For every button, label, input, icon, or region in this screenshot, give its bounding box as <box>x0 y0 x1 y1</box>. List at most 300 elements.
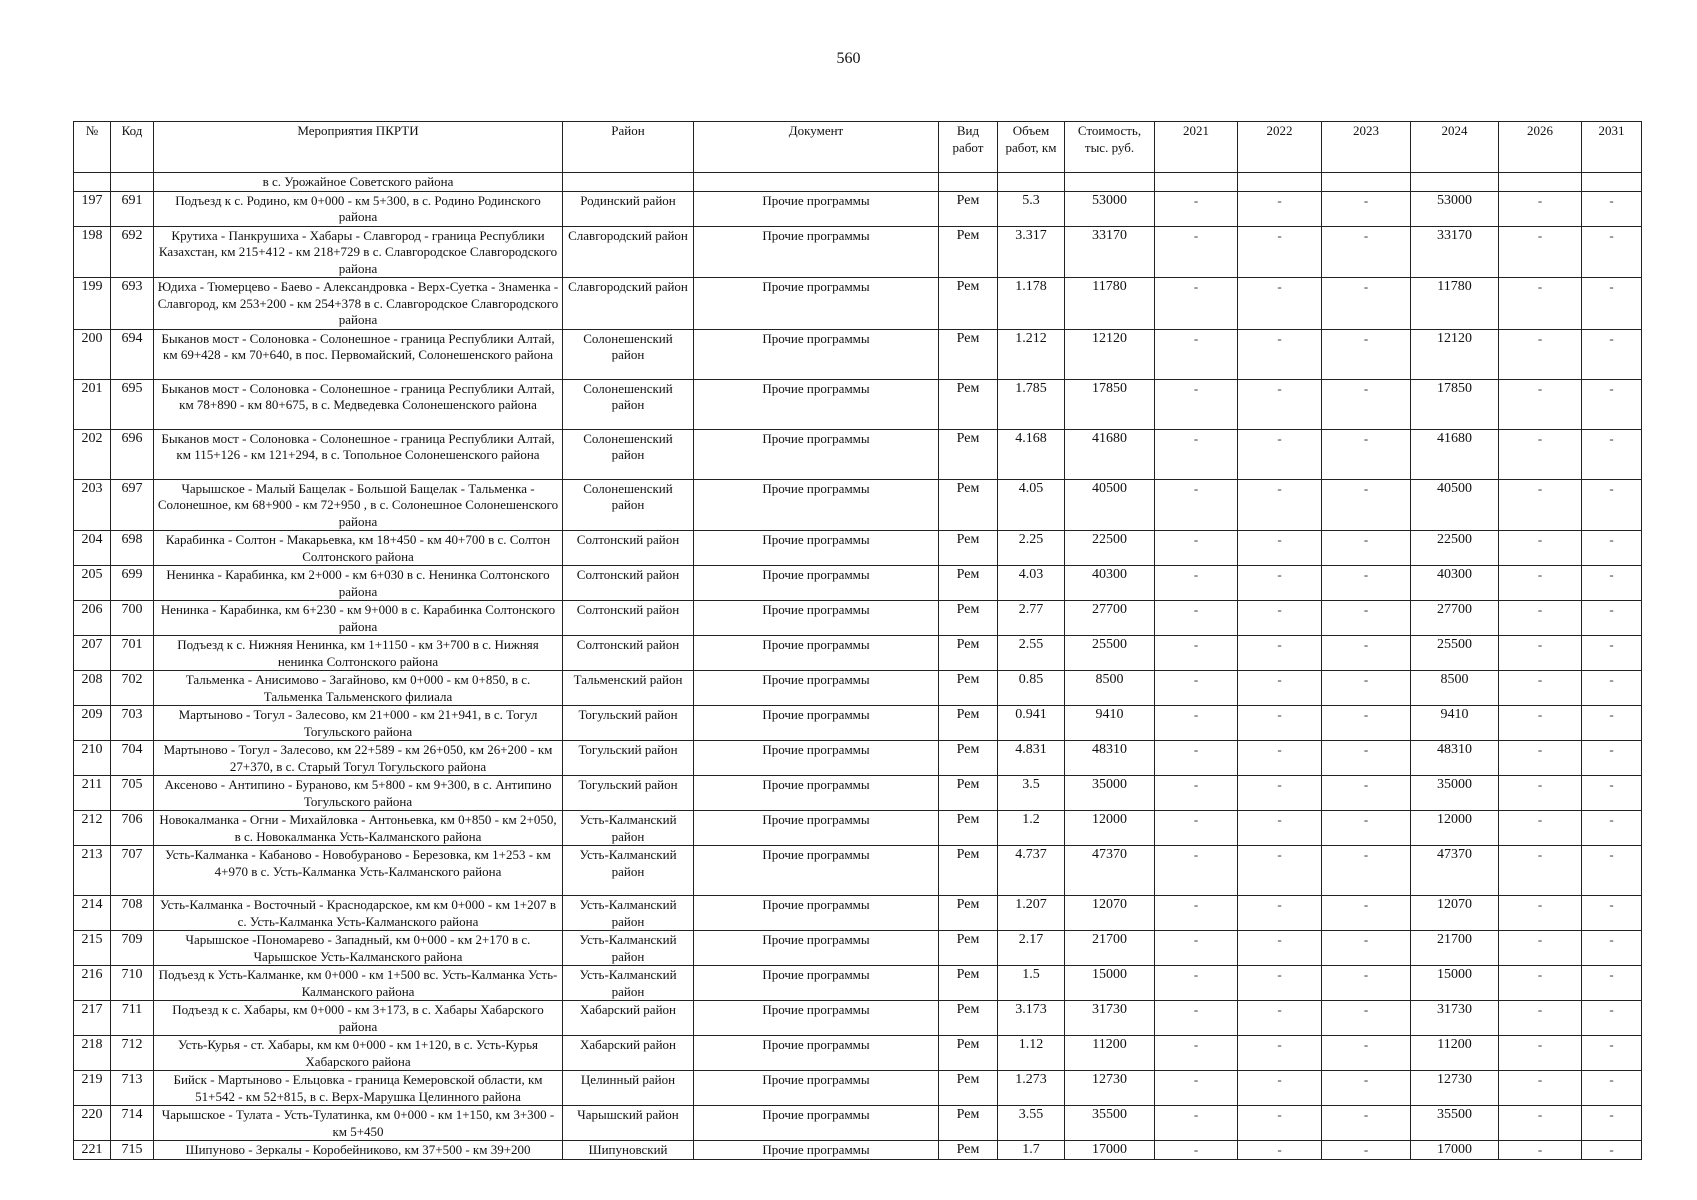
row-district: Солтонский район <box>563 531 694 566</box>
row-document: Прочие программы <box>694 846 939 896</box>
pkrti-table <box>73 121 1642 1160</box>
row-2026: - <box>1499 776 1582 811</box>
row-code: 695 <box>111 379 154 429</box>
row-2024: 11200 <box>1411 1036 1499 1071</box>
row-2031: - <box>1582 931 1642 966</box>
row-2031: - <box>1582 531 1642 566</box>
row-2031: - <box>1582 191 1642 226</box>
row-2022: - <box>1238 379 1322 429</box>
row-code: 699 <box>111 566 154 601</box>
table-row <box>74 479 1642 531</box>
row-2023: - <box>1322 566 1411 601</box>
row-2021: - <box>1155 1071 1238 1106</box>
header-code: Код <box>111 122 154 173</box>
row-number: 201 <box>74 379 111 429</box>
row-cost: 12000 <box>1065 811 1155 846</box>
table-row <box>74 1141 1642 1160</box>
row-district: Солонешенский район <box>563 429 694 479</box>
row-number: 205 <box>74 566 111 601</box>
row-code: 696 <box>111 429 154 479</box>
row-document: Прочие программы <box>694 741 939 776</box>
row-2023: - <box>1322 776 1411 811</box>
table-row <box>74 811 1642 846</box>
row-district: Усть-Калманский район <box>563 846 694 896</box>
row-2022: - <box>1238 226 1322 278</box>
row-volume: 3.55 <box>998 1106 1065 1141</box>
row-2026: - <box>1499 191 1582 226</box>
row-measure: Крутиха - Панкрушиха - Хабары - Славгород - граница Республики Казахстан, км 215+412 - км 218+729 в с. Славгородское Славгородского района <box>154 226 563 278</box>
row-2026: - <box>1499 931 1582 966</box>
row-number: 217 <box>74 1001 111 1036</box>
row-2022: - <box>1238 1036 1322 1071</box>
row-work-type: Рем <box>939 811 998 846</box>
row-measure: Чарышское - Тулата - Усть-Тулатинка, км 0+000 - км 1+150, км 3+300 - км 5+450 <box>154 1106 563 1141</box>
row-2022: - <box>1238 741 1322 776</box>
row-volume: 1.12 <box>998 1036 1065 1071</box>
row-2021: - <box>1155 846 1238 896</box>
row-volume: 2.25 <box>998 531 1065 566</box>
row-district: Усть-Калманский район <box>563 811 694 846</box>
row-district: Усть-Калманский район <box>563 931 694 966</box>
row-work-type: Рем <box>939 706 998 741</box>
row-measure: Подъезд к Усть-Калманке, км 0+000 - км 1+500 вс. Усть-Калманка Усть-Калманского района <box>154 966 563 1001</box>
row-2021: - <box>1155 226 1238 278</box>
row-district: Хабарский район <box>563 1036 694 1071</box>
row-work-type: Рем <box>939 479 998 531</box>
row-measure: Тальменка - Анисимово - Загайново, км 0+000 - км 0+850, в с. Тальменка Тальменского филиала <box>154 671 563 706</box>
row-code: 697 <box>111 479 154 531</box>
row-volume: 2.55 <box>998 636 1065 671</box>
header-2022: 2022 <box>1238 122 1322 173</box>
row-volume: 1.273 <box>998 1071 1065 1106</box>
row-cost: 8500 <box>1065 671 1155 706</box>
row-document: Прочие программы <box>694 1106 939 1141</box>
table-row <box>74 1036 1642 1071</box>
row-number: 216 <box>74 966 111 1001</box>
row-cost: 17850 <box>1065 379 1155 429</box>
row-code: 698 <box>111 531 154 566</box>
row-district: Тогульский район <box>563 741 694 776</box>
row-number: 212 <box>74 811 111 846</box>
row-2022: - <box>1238 1106 1322 1141</box>
row-measure: Усть-Калманка - Восточный - Краснодарское, км км 0+000 - км 1+207 в с. Усть-Калманка Усть-Калманского района <box>154 896 563 931</box>
row-2026: - <box>1499 479 1582 531</box>
row-district: Целинный район <box>563 1071 694 1106</box>
row-document: Прочие программы <box>694 811 939 846</box>
row-cost: 12730 <box>1065 1071 1155 1106</box>
row-district: Солтонский район <box>563 636 694 671</box>
row-district: Тальменский район <box>563 671 694 706</box>
table-header-row <box>74 122 1642 173</box>
row-2031: - <box>1582 811 1642 846</box>
row-2024: 12000 <box>1411 811 1499 846</box>
row-2031: - <box>1582 278 1642 330</box>
row-number: 206 <box>74 601 111 636</box>
table-row <box>74 429 1642 479</box>
row-measure: Карабинка - Солтон - Макарьевка, км 18+450 - км 40+700 в с. Солтон Солтонского района <box>154 531 563 566</box>
row-volume: 1.5 <box>998 966 1065 1001</box>
row-code: 709 <box>111 931 154 966</box>
row-2021: - <box>1155 329 1238 379</box>
row-2023: - <box>1322 379 1411 429</box>
row-2024: 17850 <box>1411 379 1499 429</box>
row-2031: - <box>1582 896 1642 931</box>
row-district: Солтонский район <box>563 601 694 636</box>
row-cost: 12070 <box>1065 896 1155 931</box>
row-volume: 0.85 <box>998 671 1065 706</box>
row-number: 215 <box>74 931 111 966</box>
table-row <box>74 931 1642 966</box>
row-2026: - <box>1499 329 1582 379</box>
table-row <box>74 226 1642 278</box>
table-row <box>74 671 1642 706</box>
row-2023: - <box>1322 429 1411 479</box>
row-work-type: Рем <box>939 1036 998 1071</box>
row-work-type: Рем <box>939 1001 998 1036</box>
row-measure: Ненинка - Карабинка, км 2+000 - км 6+030 в с. Ненинка Солтонского района <box>154 566 563 601</box>
row-measure: Юдиха - Тюмерцево - Баево - Александровка - Верх-Суетка - Знаменка - Славгород, км 253+200 - км 254+378 в с. Славгородское Славгородского района <box>154 278 563 330</box>
row-2024: 12730 <box>1411 1071 1499 1106</box>
row-2031: - <box>1582 671 1642 706</box>
row-code: 713 <box>111 1071 154 1106</box>
row-district: Хабарский район <box>563 1001 694 1036</box>
row-2026: - <box>1499 531 1582 566</box>
row-district: Усть-Калманский район <box>563 966 694 1001</box>
row-2021: - <box>1155 776 1238 811</box>
row-number: 204 <box>74 531 111 566</box>
row-2021: - <box>1155 1106 1238 1141</box>
row-2026: - <box>1499 278 1582 330</box>
row-2022: - <box>1238 601 1322 636</box>
row-code: 714 <box>111 1106 154 1141</box>
row-number: 220 <box>74 1106 111 1141</box>
continuation-text: в с. Урожайное Советского района <box>154 173 563 192</box>
row-2024: 35000 <box>1411 776 1499 811</box>
header-2023: 2023 <box>1322 122 1411 173</box>
row-district: Солонешенский район <box>563 479 694 531</box>
row-2031: - <box>1582 601 1642 636</box>
row-2031: - <box>1582 379 1642 429</box>
row-code: 703 <box>111 706 154 741</box>
header-document: Документ <box>694 122 939 173</box>
row-work-type: Рем <box>939 601 998 636</box>
row-number: 207 <box>74 636 111 671</box>
row-number: 199 <box>74 278 111 330</box>
row-2022: - <box>1238 896 1322 931</box>
row-volume: 1.7 <box>998 1141 1065 1160</box>
row-2024: 12070 <box>1411 896 1499 931</box>
header-2031: 2031 <box>1582 122 1642 173</box>
row-2023: - <box>1322 706 1411 741</box>
row-2024: 21700 <box>1411 931 1499 966</box>
row-cost: 40500 <box>1065 479 1155 531</box>
table-row <box>74 776 1642 811</box>
row-measure: Подъезд к с. Хабары, км 0+000 - км 3+173, в с. Хабары Хабарского района <box>154 1001 563 1036</box>
row-document: Прочие программы <box>694 1036 939 1071</box>
row-work-type: Рем <box>939 226 998 278</box>
row-2026: - <box>1499 671 1582 706</box>
row-measure: Мартыново - Тогул - Залесово, км 22+589 - км 26+050, км 26+200 - км 27+370, в с. Старый Тогул Тогульского района <box>154 741 563 776</box>
row-volume: 1.178 <box>998 278 1065 330</box>
row-2022: - <box>1238 1071 1322 1106</box>
table-row <box>74 329 1642 379</box>
row-2026: - <box>1499 1141 1582 1160</box>
row-cost: 31730 <box>1065 1001 1155 1036</box>
row-2022: - <box>1238 636 1322 671</box>
row-cost: 11780 <box>1065 278 1155 330</box>
row-district: Славгородский район <box>563 226 694 278</box>
row-document: Прочие программы <box>694 429 939 479</box>
row-2031: - <box>1582 1001 1642 1036</box>
row-document: Прочие программы <box>694 706 939 741</box>
row-district: Шипуновский <box>563 1141 694 1160</box>
row-measure: Подъезд к с. Родино, км 0+000 - км 5+300, в с. Родино Родинского района <box>154 191 563 226</box>
row-document: Прочие программы <box>694 191 939 226</box>
row-2023: - <box>1322 671 1411 706</box>
row-code: 704 <box>111 741 154 776</box>
row-measure: Новокалманка - Огни - Михайловка - Антоньевка, км 0+850 - км 2+050, в с. Новокалманка Усть-Калманского района <box>154 811 563 846</box>
row-2026: - <box>1499 566 1582 601</box>
row-district: Родинский район <box>563 191 694 226</box>
row-2031: - <box>1582 329 1642 379</box>
row-2026: - <box>1499 896 1582 931</box>
row-document: Прочие программы <box>694 226 939 278</box>
table-row <box>74 278 1642 330</box>
row-2023: - <box>1322 896 1411 931</box>
row-2023: - <box>1322 1106 1411 1141</box>
row-2023: - <box>1322 846 1411 896</box>
row-2022: - <box>1238 566 1322 601</box>
row-2024: 12120 <box>1411 329 1499 379</box>
row-measure: Шипуново - Зеркалы - Коробейниково, км 37+500 - км 39+200 <box>154 1141 563 1160</box>
row-volume: 4.168 <box>998 429 1065 479</box>
row-volume: 4.737 <box>998 846 1065 896</box>
row-2031: - <box>1582 226 1642 278</box>
row-code: 700 <box>111 601 154 636</box>
row-2024: 15000 <box>1411 966 1499 1001</box>
row-2024: 41680 <box>1411 429 1499 479</box>
header-number: № <box>74 122 111 173</box>
row-volume: 1.2 <box>998 811 1065 846</box>
table-body <box>74 173 1642 1160</box>
row-district: Тогульский район <box>563 776 694 811</box>
row-2023: - <box>1322 531 1411 566</box>
row-cost: 12120 <box>1065 329 1155 379</box>
row-measure: Быканов мост - Солоновка - Солонешное - граница Республики Алтай, км 78+890 - км 80+675, в с. Медведевка Солонешенского района <box>154 379 563 429</box>
row-2031: - <box>1582 1036 1642 1071</box>
row-2026: - <box>1499 1001 1582 1036</box>
row-measure: Аксеново - Антипино - Бураново, км 5+800 - км 9+300, в с. Антипино Тогульского района <box>154 776 563 811</box>
row-2024: 53000 <box>1411 191 1499 226</box>
row-2021: - <box>1155 566 1238 601</box>
row-2031: - <box>1582 479 1642 531</box>
row-volume: 4.05 <box>998 479 1065 531</box>
row-number: 197 <box>74 191 111 226</box>
row-district: Солонешенский район <box>563 379 694 429</box>
page-number: 560 <box>836 50 861 67</box>
row-2022: - <box>1238 671 1322 706</box>
header-2021: 2021 <box>1155 122 1238 173</box>
row-work-type: Рем <box>939 429 998 479</box>
row-2021: - <box>1155 601 1238 636</box>
row-2021: - <box>1155 379 1238 429</box>
row-cost: 53000 <box>1065 191 1155 226</box>
row-2022: - <box>1238 846 1322 896</box>
row-2022: - <box>1238 531 1322 566</box>
row-number: 198 <box>74 226 111 278</box>
row-work-type: Рем <box>939 741 998 776</box>
row-2022: - <box>1238 1141 1322 1160</box>
row-volume: 4.831 <box>998 741 1065 776</box>
row-document: Прочие программы <box>694 1001 939 1036</box>
header-cost: Стоимость, тыс. руб. <box>1065 122 1155 173</box>
table-row <box>74 896 1642 931</box>
row-cost: 35000 <box>1065 776 1155 811</box>
table-row <box>74 1106 1642 1141</box>
row-2021: - <box>1155 636 1238 671</box>
row-2023: - <box>1322 966 1411 1001</box>
row-number: 218 <box>74 1036 111 1071</box>
row-2026: - <box>1499 966 1582 1001</box>
row-2022: - <box>1238 191 1322 226</box>
row-code: 710 <box>111 966 154 1001</box>
row-2024: 40300 <box>1411 566 1499 601</box>
row-number: 202 <box>74 429 111 479</box>
row-document: Прочие программы <box>694 479 939 531</box>
row-document: Прочие программы <box>694 531 939 566</box>
row-2026: - <box>1499 811 1582 846</box>
table-row <box>74 846 1642 896</box>
row-2023: - <box>1322 278 1411 330</box>
row-2021: - <box>1155 671 1238 706</box>
row-2024: 27700 <box>1411 601 1499 636</box>
row-number: 203 <box>74 479 111 531</box>
row-cost: 17000 <box>1065 1141 1155 1160</box>
row-2021: - <box>1155 278 1238 330</box>
row-number: 208 <box>74 671 111 706</box>
row-number: 219 <box>74 1071 111 1106</box>
row-document: Прочие программы <box>694 566 939 601</box>
row-work-type: Рем <box>939 636 998 671</box>
row-2023: - <box>1322 226 1411 278</box>
row-2022: - <box>1238 966 1322 1001</box>
row-number: 214 <box>74 896 111 931</box>
row-district: Тогульский район <box>563 706 694 741</box>
row-volume: 2.77 <box>998 601 1065 636</box>
row-cost: 11200 <box>1065 1036 1155 1071</box>
row-2026: - <box>1499 601 1582 636</box>
row-code: 705 <box>111 776 154 811</box>
row-2023: - <box>1322 1071 1411 1106</box>
row-volume: 1.785 <box>998 379 1065 429</box>
row-work-type: Рем <box>939 566 998 601</box>
row-code: 711 <box>111 1001 154 1036</box>
table-row <box>74 741 1642 776</box>
row-2022: - <box>1238 278 1322 330</box>
row-number: 210 <box>74 741 111 776</box>
header-volume: Объем работ, км <box>998 122 1065 173</box>
row-code: 694 <box>111 329 154 379</box>
row-2024: 11780 <box>1411 278 1499 330</box>
row-code: 708 <box>111 896 154 931</box>
row-number: 213 <box>74 846 111 896</box>
row-measure: Подъезд к с. Нижняя Ненинка, км 1+1150 - км 3+700 в с. Нижняя ненинка Солтонского района <box>154 636 563 671</box>
row-2021: - <box>1155 811 1238 846</box>
row-2024: 35500 <box>1411 1106 1499 1141</box>
row-volume: 5.3 <box>998 191 1065 226</box>
row-2024: 31730 <box>1411 1001 1499 1036</box>
row-2024: 22500 <box>1411 531 1499 566</box>
row-2021: - <box>1155 931 1238 966</box>
row-2021: - <box>1155 531 1238 566</box>
row-document: Прочие программы <box>694 896 939 931</box>
row-district: Славгородский район <box>563 278 694 330</box>
row-document: Прочие программы <box>694 636 939 671</box>
row-volume: 4.03 <box>998 566 1065 601</box>
row-2023: - <box>1322 811 1411 846</box>
row-number: 209 <box>74 706 111 741</box>
row-volume: 1.207 <box>998 896 1065 931</box>
row-cost: 9410 <box>1065 706 1155 741</box>
row-district: Чарышский район <box>563 1106 694 1141</box>
row-work-type: Рем <box>939 1141 998 1160</box>
row-document: Прочие программы <box>694 379 939 429</box>
row-2022: - <box>1238 329 1322 379</box>
row-work-type: Рем <box>939 191 998 226</box>
row-work-type: Рем <box>939 1106 998 1141</box>
row-work-type: Рем <box>939 329 998 379</box>
row-2031: - <box>1582 566 1642 601</box>
row-measure: Мартыново - Тогул - Залесово, км 21+000 - км 21+941, в с. Тогул Тогульского района <box>154 706 563 741</box>
row-2024: 33170 <box>1411 226 1499 278</box>
row-code: 701 <box>111 636 154 671</box>
row-document: Прочие программы <box>694 931 939 966</box>
row-2023: - <box>1322 191 1411 226</box>
row-2023: - <box>1322 601 1411 636</box>
table-row <box>74 531 1642 566</box>
table-row <box>74 706 1642 741</box>
row-cost: 48310 <box>1065 741 1155 776</box>
row-code: 707 <box>111 846 154 896</box>
row-measure: Усть-Курья - ст. Хабары, км км 0+000 - км 1+120, в с. Усть-Курья Хабарского района <box>154 1036 563 1071</box>
row-cost: 15000 <box>1065 966 1155 1001</box>
row-cost: 41680 <box>1065 429 1155 479</box>
row-work-type: Рем <box>939 531 998 566</box>
row-2026: - <box>1499 379 1582 429</box>
table-row <box>74 566 1642 601</box>
row-2026: - <box>1499 846 1582 896</box>
row-code: 691 <box>111 191 154 226</box>
row-2023: - <box>1322 479 1411 531</box>
row-2022: - <box>1238 706 1322 741</box>
row-volume: 3.317 <box>998 226 1065 278</box>
row-2021: - <box>1155 479 1238 531</box>
row-cost: 40300 <box>1065 566 1155 601</box>
row-2021: - <box>1155 1036 1238 1071</box>
row-cost: 22500 <box>1065 531 1155 566</box>
row-2024: 40500 <box>1411 479 1499 531</box>
row-2022: - <box>1238 776 1322 811</box>
continuation-row <box>74 173 1642 192</box>
row-2026: - <box>1499 741 1582 776</box>
row-district: Солтонский район <box>563 566 694 601</box>
table-row <box>74 966 1642 1001</box>
row-cost: 47370 <box>1065 846 1155 896</box>
row-district: Солонешенский район <box>563 329 694 379</box>
row-measure: Бийск - Мартыново - Ельцовка - граница Кемеровской области, км 51+542 - км 52+815, в с. Верх-Марушка Целинного района <box>154 1071 563 1106</box>
row-measure: Чарышское -Пономарево - Западный, км 0+000 - км 2+170 в с. Чарышское Усть-Калманского района <box>154 931 563 966</box>
row-2021: - <box>1155 429 1238 479</box>
